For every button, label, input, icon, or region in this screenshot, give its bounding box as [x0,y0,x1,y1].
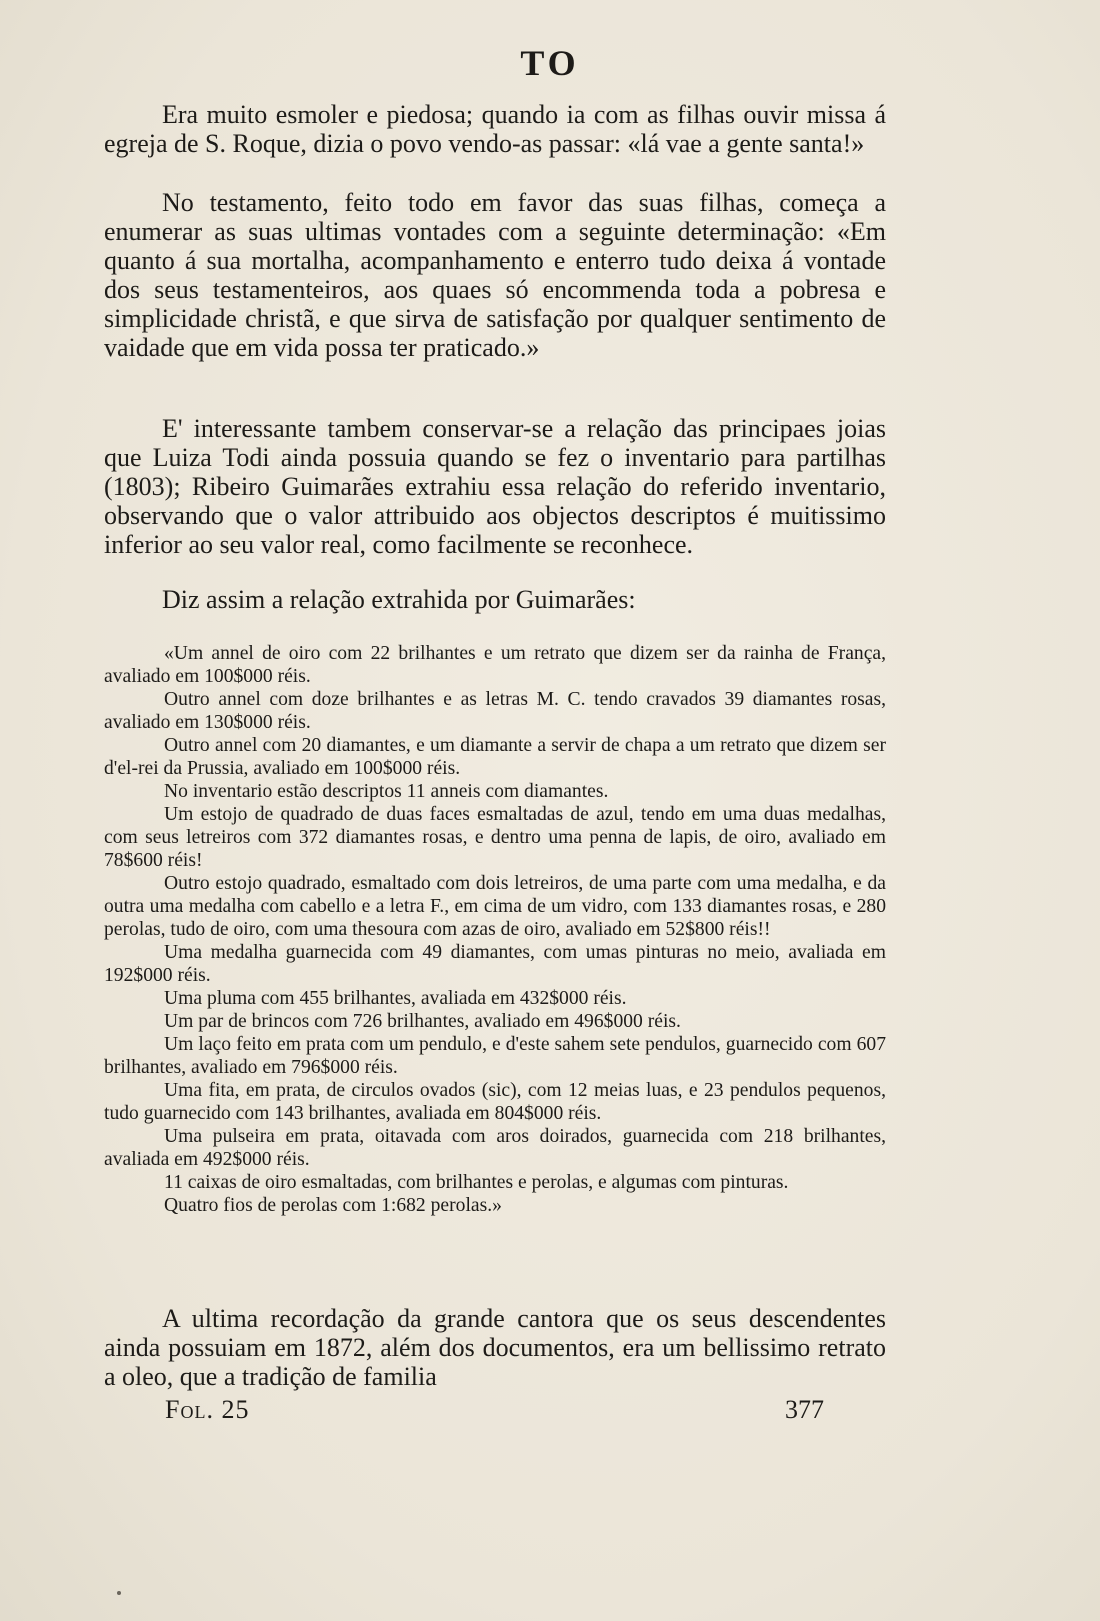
paragraph-5 [104,1304,886,1391]
quote-item: Um par de brincos com 726 brilhantes, avaliado em 496$000 réis. [164,1011,681,1032]
jewel-inventory-quote [104,642,886,1217]
quote-item: Um estojo de quadrado de duas faces esmaltadas de azul, tendo em uma duas medalhas, com seus letreiros com 372 diamantes rosas, e dentro uma penna de lapis, de oiro, avaliado em 78$600 réis! [104,804,886,871]
quote-item: Uma medalha guarnecida com 49 diamantes, com umas pinturas no meio, avaliada em 192$000 réis. [104,942,886,986]
paragraph-text: E' interessante tambem conservar-se a relação das principaes joias que Luiza Todi ainda possuia quando se fez o inventario para partilhas (1803); Ribeiro Guimarães extrahiu essa relação do referido inventario, observando que o valor attribuido aos objectos descriptos é muitissimo inferior ao seu valor real, como facilmente se reconhece. [104,414,886,559]
quote-item: Outro annel com doze brilhantes e as letras M. C. tendo cravados 39 diamantes rosas, avaliado em 130$000 réis. [104,689,886,733]
paragraph-2 [104,188,886,362]
paragraph-text: Diz assim a relação extrahida por Guimarães: [162,585,636,614]
quote-item: No inventario estão descriptos 11 anneis com diamantes. [164,781,609,802]
quote-item: «Um annel de oiro com 22 brilhantes e um retrato que dizem ser da rainha de França, avaliado em 100$000 réis. [104,643,886,687]
paragraph-4 [104,585,886,614]
paper-speck [117,1591,121,1595]
paragraph-3 [104,414,886,559]
quote-item: Um laço feito em prata com um pendulo, e d'este sahem sete pendulos, guarnecido com 607 brilhantes, avaliado em 796$000 réis. [104,1034,886,1078]
running-head: TO [520,43,580,83]
quote-item: Uma pulseira em prata, oitavada com aros doirados, guarnecida com 218 brilhantes, avaliada em 492$000 réis. [104,1126,886,1170]
page-number: 377 [785,1395,824,1424]
quote-item: 11 caixas de oiro esmaltadas, com brilhantes e perolas, e algumas com pinturas. [164,1172,789,1193]
quote-item: Uma pluma com 455 brilhantes, avaliada em 432$000 réis. [164,988,627,1009]
paragraph-1 [104,100,886,158]
quote-item: Quatro fios de perolas com 1:682 perolas.» [164,1195,502,1216]
quote-item: Outro annel com 20 diamantes, e um diamante a servir de chapa a um retrato que dizem ser d'el-rei da Prussia, avaliado em 100$000 réis. [104,735,886,779]
quote-item: Outro estojo quadrado, esmaltado com dois letreiros, de uma parte com uma medalha, e da outra uma medalha com cabello e a letra F., em cima de um vidro, com 133 diamantes rosas, e 280 perolas, tudo de oiro, com uma thesoura com azas de oiro, avaliado em 52$800 réis!! [104,873,886,940]
paragraph-text: Era muito esmoler e piedosa; quando ia com as filhas ouvir missa á egreja de S. Roque, dizia o povo vendo-as passar: «lá vae a gente santa!» [104,100,886,158]
quote-item: Uma fita, em prata, de circulos ovados (sic), com 12 meias luas, e 23 pendulos pequenos, tudo guarnecido com 143 brilhantes, avaliada em 804$000 réis. [104,1080,886,1124]
paragraph-text: No testamento, feito todo em favor das suas filhas, começa a enumerar as suas ultimas vontades com a seguinte determinação: «Em quanto á sua mortalha, acompanhamento e enterro tudo deixa á vontade dos seus testamenteiros, aos quaes só encommenda toda a pobresa e simplicidade christã, e que sirva de satisfação por qualquer sentimento de vaidade que em vida possa ter praticado.» [104,188,886,362]
signature-mark: Fol. 25 [165,1395,250,1424]
paragraph-text: A ultima recordação da grande cantora que os seus descendentes ainda possuiam em 1872, além dos documentos, era um bellissimo retrato a oleo, que a tradição de familia [104,1304,886,1391]
